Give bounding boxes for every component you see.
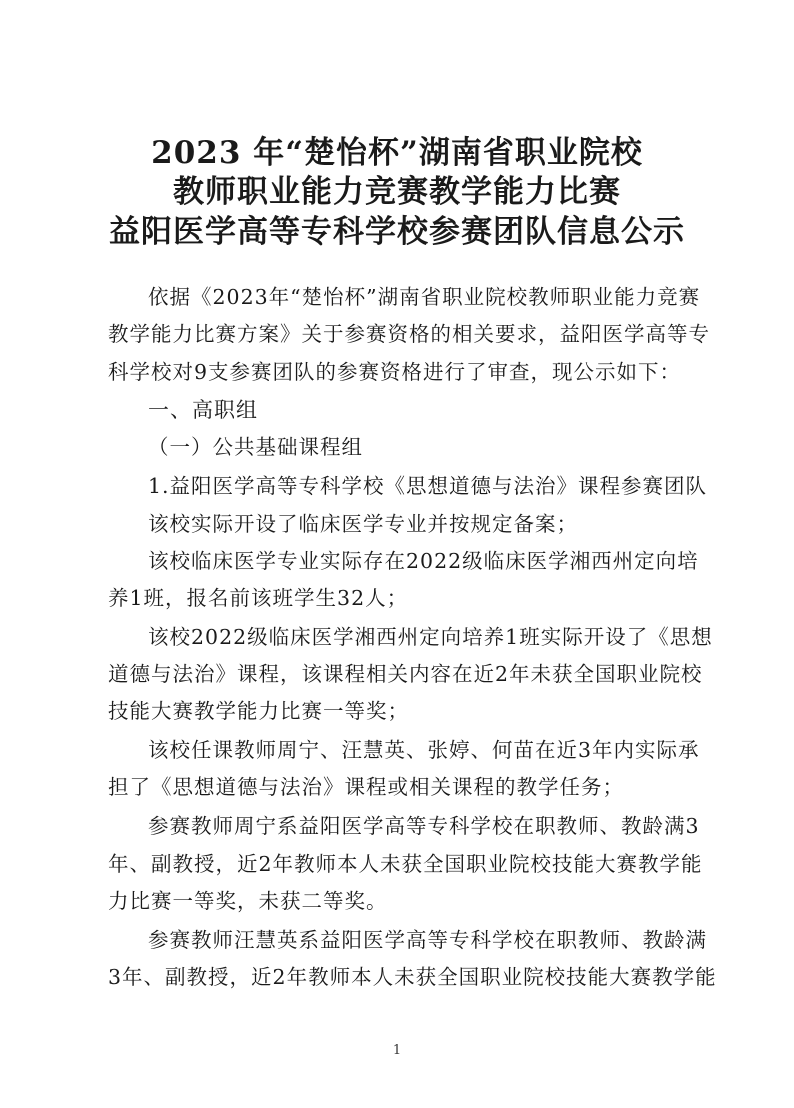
team-heading: 1.益阳医学高等专科学校《思想道德与法治》课程参赛团队	[148, 474, 708, 498]
body-line: 3年、副教授，近2年教师本人未获全国职业院校技能大赛教学能	[108, 965, 717, 989]
body-line: 年、副教授，近2年教师本人未获全国职业院校技能大赛教学能	[108, 852, 703, 876]
body-line: 担了《思想道德与法治》课程或相关课程的教学任务；	[108, 775, 624, 799]
intro-line-3: 科学校对9支参赛团队的参赛资格进行了审查，现公示如下：	[108, 360, 682, 384]
title-line-1: 2023 年“楚怡杯”湖南省职业院校	[151, 135, 643, 171]
body-line: 该校实际开设了临床医学专业并按规定备案；	[148, 512, 578, 536]
title-line-2: 教师职业能力竞赛教学能力比赛	[173, 174, 621, 210]
title-line-3: 益阳医学高等专科学校参赛团队信息公示	[109, 214, 685, 250]
body-line: 技能大赛教学能力比赛一等奖；	[108, 699, 409, 723]
body-line: 养1班，报名前该班学生32人；	[108, 586, 409, 610]
body-line: 参赛教师汪慧英系益阳医学高等专科学校在职教师、教龄满	[148, 928, 707, 952]
body-line: 参赛教师周宁系益阳医学高等专科学校在职教师、教龄满3	[148, 814, 700, 838]
body-line: 道德与法治》课程，该课程相关内容在近2年未获全国职业院校	[108, 662, 703, 686]
subsection-heading: （一）公共基础课程组	[148, 435, 363, 459]
body-line: 该校2022级临床医学湘西州定向培养1班实际开设了《思想	[148, 625, 713, 649]
page-number: 1	[392, 1043, 402, 1058]
body-line: 该校临床医学专业实际存在2022级临床医学湘西州定向培	[148, 549, 699, 573]
intro-line-2: 教学能力比赛方案》关于参赛资格的相关要求，益阳医学高等专	[108, 322, 710, 346]
section-heading: 一、高职组	[148, 398, 258, 422]
body-line: 力比赛一等奖，未获二等奖。	[108, 889, 388, 913]
body-line: 该校任课教师周宁、汪慧英、张婷、何苗在近3年内实际承	[148, 738, 700, 762]
intro-line-1: 依据《2023年“楚怡杯”湖南省职业院校教师职业能力竞赛	[148, 285, 701, 309]
